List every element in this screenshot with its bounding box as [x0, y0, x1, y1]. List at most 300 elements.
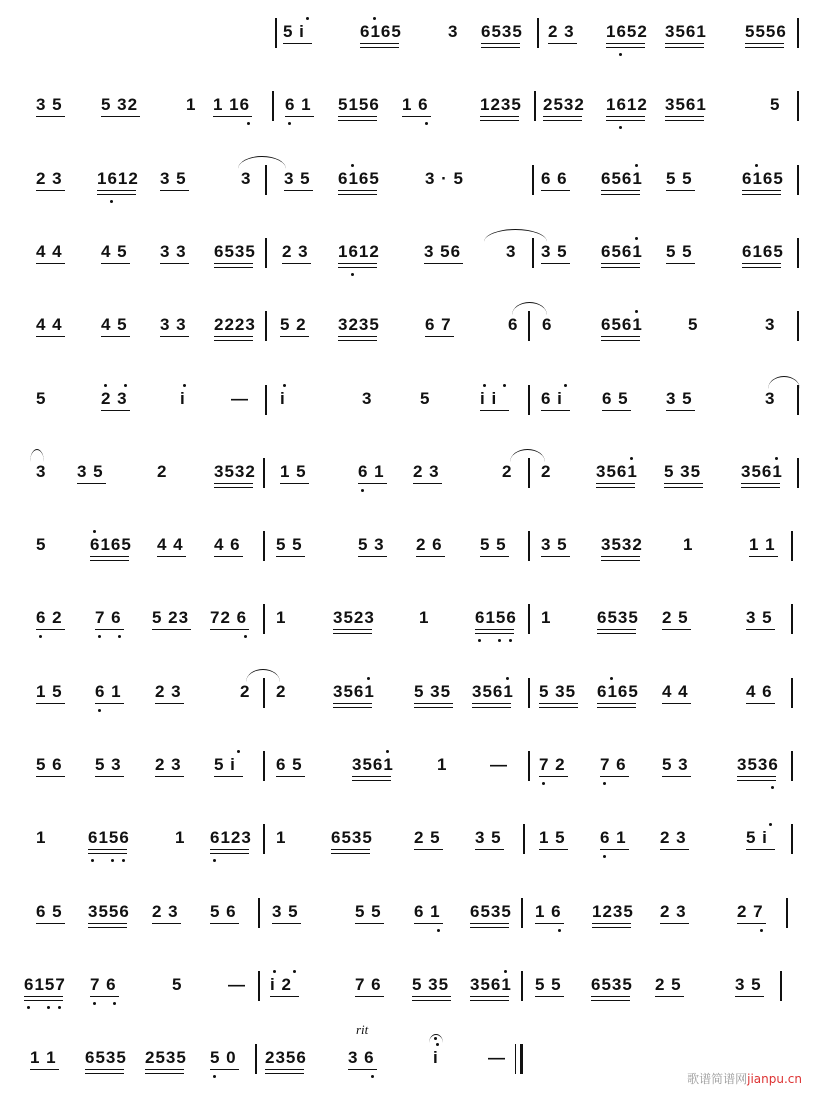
note-group: 4 4: [36, 315, 63, 335]
octave-dot-low: [558, 929, 561, 932]
note-group: 5 i: [283, 22, 305, 42]
note-group: 1 6: [402, 95, 429, 115]
note-group: 6 1: [95, 682, 122, 702]
note-group: 1 1: [30, 1048, 57, 1068]
octave-dot-high: [483, 384, 486, 387]
note-group: 7 6: [90, 975, 117, 995]
note-group: 3556: [88, 902, 130, 922]
octave-dot-low: [351, 273, 354, 276]
octave-dot-high: [124, 384, 127, 387]
note-group: 3532: [601, 535, 643, 555]
octave-dot-low: [244, 635, 247, 638]
underline: [276, 776, 305, 777]
note-group: 2532: [543, 95, 585, 115]
note-group: 6165: [90, 535, 132, 555]
underline: [88, 853, 127, 854]
octave-dot-high: [506, 677, 509, 680]
underline: [414, 923, 443, 924]
note-group: 1235: [480, 95, 522, 115]
bar-line: [797, 385, 799, 415]
note-group: 1652: [606, 22, 648, 42]
note-group: 6165: [742, 169, 784, 189]
bar-line: [797, 238, 799, 268]
underline: [348, 1069, 377, 1070]
underline: [481, 43, 520, 44]
underline: [541, 410, 570, 411]
tie-arc: [512, 302, 547, 315]
note-group: 3 5: [475, 828, 502, 848]
underline: [338, 336, 377, 337]
underline: [662, 703, 691, 704]
note-group: 6 5: [276, 755, 303, 775]
bar-line: [528, 531, 530, 561]
bar-line: [791, 604, 793, 634]
underline: [601, 194, 640, 195]
note-group: 2 3: [101, 389, 128, 409]
note-group: 6 2: [36, 608, 63, 628]
underline: [606, 47, 645, 48]
note-group: 1 5: [539, 828, 566, 848]
octave-dot-low: [603, 782, 606, 785]
underline: [358, 483, 387, 484]
octave-dot-low: [371, 1075, 374, 1078]
note-group: 3561: [741, 462, 783, 482]
bar-line: [528, 678, 530, 708]
note-group: 7 6: [95, 608, 122, 628]
underline: [338, 340, 377, 341]
note-group: 4 5: [101, 242, 128, 262]
underline: [737, 923, 766, 924]
note-group: i: [280, 389, 286, 409]
note-group: 6535: [591, 975, 633, 995]
note-group: 5556: [745, 22, 787, 42]
octave-dot-high: [775, 457, 778, 460]
note-group: 6156: [88, 828, 130, 848]
bar-line: [258, 971, 260, 1001]
underline: [36, 629, 65, 630]
octave-dot-high: [630, 457, 633, 460]
underline: [666, 190, 695, 191]
note-group: i: [180, 389, 186, 409]
note-group: 3561: [333, 682, 375, 702]
underline: [666, 263, 695, 264]
octave-dot-low: [619, 53, 622, 56]
note-group: 2: [157, 461, 168, 481]
note-group: 6 1: [414, 902, 441, 922]
underline: [152, 629, 191, 630]
underline: [596, 483, 635, 484]
note-group: 5 6: [36, 755, 63, 775]
note-group: 6 7: [425, 315, 452, 335]
underline: [592, 923, 631, 924]
underline: [664, 483, 703, 484]
note-group: 5 35: [539, 682, 576, 702]
bar-line: [265, 238, 267, 268]
underline: [95, 776, 124, 777]
underline: [402, 116, 431, 117]
note-group: 3 3: [160, 242, 187, 262]
note-group: 6 1: [358, 462, 385, 482]
bar-line: [255, 1044, 257, 1074]
underline: [541, 556, 570, 557]
underline: [360, 43, 399, 44]
note-group: 3 5: [541, 535, 568, 555]
note-group: 5 5: [480, 535, 507, 555]
underline: [597, 633, 636, 634]
underline: [214, 776, 243, 777]
note-group: 6123: [210, 828, 252, 848]
octave-dot-low: [478, 639, 481, 642]
note-group: 5 0: [210, 1048, 237, 1068]
octave-dot-high: [503, 384, 506, 387]
note-group: 1: [36, 828, 47, 848]
underline: [596, 487, 635, 488]
underline: [214, 267, 253, 268]
underline: [214, 336, 253, 337]
note-group: 2223: [214, 315, 256, 335]
note-group: 3 5: [746, 608, 773, 628]
note-group: i: [433, 1048, 439, 1068]
underline: [601, 263, 640, 264]
underline: [601, 340, 640, 341]
underline: [665, 116, 704, 117]
tie-arc: [484, 229, 547, 242]
underline: [470, 923, 509, 924]
underline: [214, 483, 253, 484]
note-group: 6535: [470, 902, 512, 922]
underline: [660, 923, 689, 924]
octave-dot-low: [509, 639, 512, 642]
underline: [360, 47, 399, 48]
underline: [475, 629, 514, 630]
underline: [472, 703, 511, 704]
underline: [591, 996, 630, 997]
underline: [601, 560, 640, 561]
bar-line: [797, 18, 799, 48]
note-group: 3 5: [284, 169, 311, 189]
bar-line: [797, 165, 799, 195]
octave-dot-low: [27, 1006, 30, 1009]
note-group: —: [490, 755, 508, 774]
underline: [97, 194, 136, 195]
underline: [535, 923, 564, 924]
note-group: 6165: [742, 242, 784, 262]
score-line: [0, 902, 820, 942]
octave-dot-low: [93, 1002, 96, 1005]
octave-dot-high: [351, 164, 354, 167]
underline: [213, 116, 252, 117]
octave-dot-low: [771, 786, 774, 789]
underline: [749, 556, 778, 557]
note-group: 6535: [331, 828, 373, 848]
octave-dot-high: [283, 384, 286, 387]
note-group: 3 5: [160, 169, 187, 189]
note-group: 2 6: [416, 535, 443, 555]
octave-dot-high: [504, 970, 507, 973]
octave-dot-high: [755, 164, 758, 167]
tie-arc: [246, 669, 280, 682]
octave-dot-high: [564, 384, 567, 387]
octave-dot-high: [769, 823, 772, 826]
underline: [662, 629, 691, 630]
note-group: 2 3: [36, 169, 63, 189]
note-group: 2 3: [155, 755, 182, 775]
underline: [160, 263, 189, 264]
underline: [412, 996, 451, 997]
underline: [416, 556, 445, 557]
note-group: i 2: [270, 975, 292, 995]
underline: [655, 996, 684, 997]
octave-dot-low: [47, 1006, 50, 1009]
note-group: 1612: [97, 169, 139, 189]
underline: [601, 190, 640, 191]
note-group: 1 1: [749, 535, 776, 555]
octave-dot-low: [39, 635, 42, 638]
octave-dot-low: [425, 122, 428, 125]
note-group: 7 2: [539, 755, 566, 775]
note-group: 5 5: [535, 975, 562, 995]
underline: [284, 190, 313, 191]
note-group: 3536: [737, 755, 779, 775]
note-group: 6: [542, 315, 553, 335]
note-group: 6: [508, 315, 519, 335]
note-group: 5 3: [358, 535, 385, 555]
note-group: 6165: [597, 682, 639, 702]
note-group: 5: [688, 315, 699, 335]
underline: [210, 1069, 239, 1070]
note-group: 2: [541, 461, 552, 481]
note-group: 2 7: [737, 902, 764, 922]
note-group: 1 16: [213, 95, 250, 115]
score-line: [0, 242, 820, 282]
octave-dot-low: [91, 859, 94, 862]
note-group: 3 5: [541, 242, 568, 262]
underline: [414, 703, 453, 704]
underline: [36, 336, 65, 337]
bar-line: [523, 824, 525, 854]
final-bar-thick: [520, 1044, 523, 1074]
bar-line: [265, 311, 267, 341]
underline: [333, 707, 372, 708]
note-group: 3 3: [160, 315, 187, 335]
bar-line: [528, 751, 530, 781]
octave-dot-low: [437, 929, 440, 932]
note-group: 3: [765, 388, 776, 408]
underline: [265, 1073, 304, 1074]
underline: [282, 263, 311, 264]
score-line: [0, 315, 820, 355]
note-group: 1612: [606, 95, 648, 115]
octave-dot-high: [183, 384, 186, 387]
note-group: 1: [419, 608, 430, 628]
bar-line: [528, 311, 530, 341]
note-group: 5: [172, 974, 183, 994]
underline: [666, 410, 695, 411]
underline: [665, 43, 704, 44]
underline: [155, 776, 184, 777]
octave-dot-low: [122, 859, 125, 862]
underline: [338, 116, 377, 117]
note-group: 5 35: [664, 462, 701, 482]
underline: [352, 776, 391, 777]
underline: [746, 629, 775, 630]
bar-line: [537, 18, 539, 48]
bar-line: [797, 311, 799, 341]
note-group: 6535: [214, 242, 256, 262]
underline: [600, 776, 629, 777]
note-group: 5 3: [662, 755, 689, 775]
note-group: 6165: [338, 169, 380, 189]
note-group: 2535: [145, 1048, 187, 1068]
note-group: 6561: [601, 242, 643, 262]
underline: [745, 47, 784, 48]
underline: [145, 1073, 184, 1074]
octave-dot-high: [373, 17, 376, 20]
underline: [88, 927, 127, 928]
underline: [157, 556, 186, 557]
bar-line: [797, 458, 799, 488]
note-group: 6157: [24, 975, 66, 995]
octave-dot-high: [367, 677, 370, 680]
note-group: 6 5: [602, 389, 629, 409]
octave-dot-low: [213, 859, 216, 862]
bar-line: [265, 165, 267, 195]
tie-arc: [510, 449, 545, 462]
note-group: 2356: [265, 1048, 307, 1068]
score-line: [0, 95, 820, 135]
underline: [338, 190, 377, 191]
underline: [535, 996, 564, 997]
underline: [601, 336, 640, 337]
score-line: [0, 608, 820, 648]
underline: [539, 707, 578, 708]
note-group: 5 35: [414, 682, 451, 702]
underline: [145, 1069, 184, 1070]
note-group: 3561: [472, 682, 514, 702]
underline: [741, 487, 780, 488]
underline: [338, 267, 377, 268]
score-line: [0, 22, 820, 62]
underline: [152, 923, 181, 924]
underline: [355, 923, 384, 924]
note-group: 3561: [470, 975, 512, 995]
octave-dot-high: [610, 677, 613, 680]
note-group: 2 3: [282, 242, 309, 262]
note-group: 4 6: [214, 535, 241, 555]
octave-dot-low: [98, 635, 101, 638]
underline: [95, 629, 124, 630]
underline: [742, 194, 781, 195]
bar-line: [528, 458, 530, 488]
bar-line: [791, 678, 793, 708]
octave-dot-low: [58, 1006, 61, 1009]
bar-line: [272, 91, 274, 121]
underline: [548, 43, 577, 44]
score-line: [0, 975, 820, 1015]
underline: [475, 849, 504, 850]
underline: [283, 43, 312, 44]
underline: [664, 487, 703, 488]
underline: [280, 483, 309, 484]
octave-dot-low: [118, 635, 121, 638]
underline: [735, 996, 764, 997]
underline: [85, 1073, 124, 1074]
note-group: 3523: [333, 608, 375, 628]
tie-arc: [238, 156, 286, 169]
underline: [746, 849, 775, 850]
underline: [85, 1069, 124, 1070]
note-group: i i: [480, 389, 497, 409]
note-group: 7 6: [355, 975, 382, 995]
underline: [36, 776, 65, 777]
underline: [737, 780, 776, 781]
note-group: 5 5: [666, 169, 693, 189]
underline: [662, 776, 691, 777]
underline: [77, 483, 106, 484]
tie-arc: [768, 376, 800, 389]
underline: [333, 703, 372, 704]
bar-line: [534, 91, 536, 121]
score-line: [0, 169, 820, 209]
note-group: 3: [506, 241, 517, 261]
note-group: 5156: [338, 95, 380, 115]
note-group: 2: [240, 681, 251, 701]
underline: [90, 560, 129, 561]
underline: [606, 116, 645, 117]
octave-dot-high: [386, 750, 389, 753]
note-group: 3 6: [348, 1048, 375, 1068]
underline: [355, 996, 384, 997]
note-group: 1: [175, 828, 186, 848]
underline: [470, 927, 509, 928]
underline: [352, 780, 391, 781]
underline: [214, 556, 243, 557]
underline: [276, 556, 305, 557]
underline: [539, 849, 568, 850]
note-group: 2 3: [413, 462, 440, 482]
bar-line: [521, 971, 523, 1001]
underline: [591, 1000, 630, 1001]
note-group: —: [228, 974, 246, 994]
underline: [90, 556, 129, 557]
note-group: 5 32: [101, 95, 138, 115]
octave-dot-low: [110, 200, 113, 203]
underline: [338, 263, 377, 264]
score-line: [0, 828, 820, 868]
octave-dot-high: [635, 237, 638, 240]
octave-dot-low: [288, 122, 291, 125]
watermark: [687, 1070, 802, 1087]
underline: [331, 853, 370, 854]
note-group: 6 5: [36, 902, 63, 922]
underline: [101, 263, 130, 264]
note-group: 1: [276, 608, 287, 628]
note-group: 6 i: [541, 389, 563, 409]
note-group: 2: [276, 681, 287, 701]
note-group: 6535: [481, 22, 523, 42]
underline: [36, 263, 65, 264]
bar-line: [265, 385, 267, 415]
underline: [600, 849, 629, 850]
note-group: 1: [683, 535, 694, 555]
underline: [737, 776, 776, 777]
underline: [36, 923, 65, 924]
note-group: 3: [362, 388, 373, 408]
bar-line: [263, 751, 265, 781]
octave-dot-high: [93, 530, 96, 533]
bar-line: [791, 824, 793, 854]
underline: [36, 116, 65, 117]
